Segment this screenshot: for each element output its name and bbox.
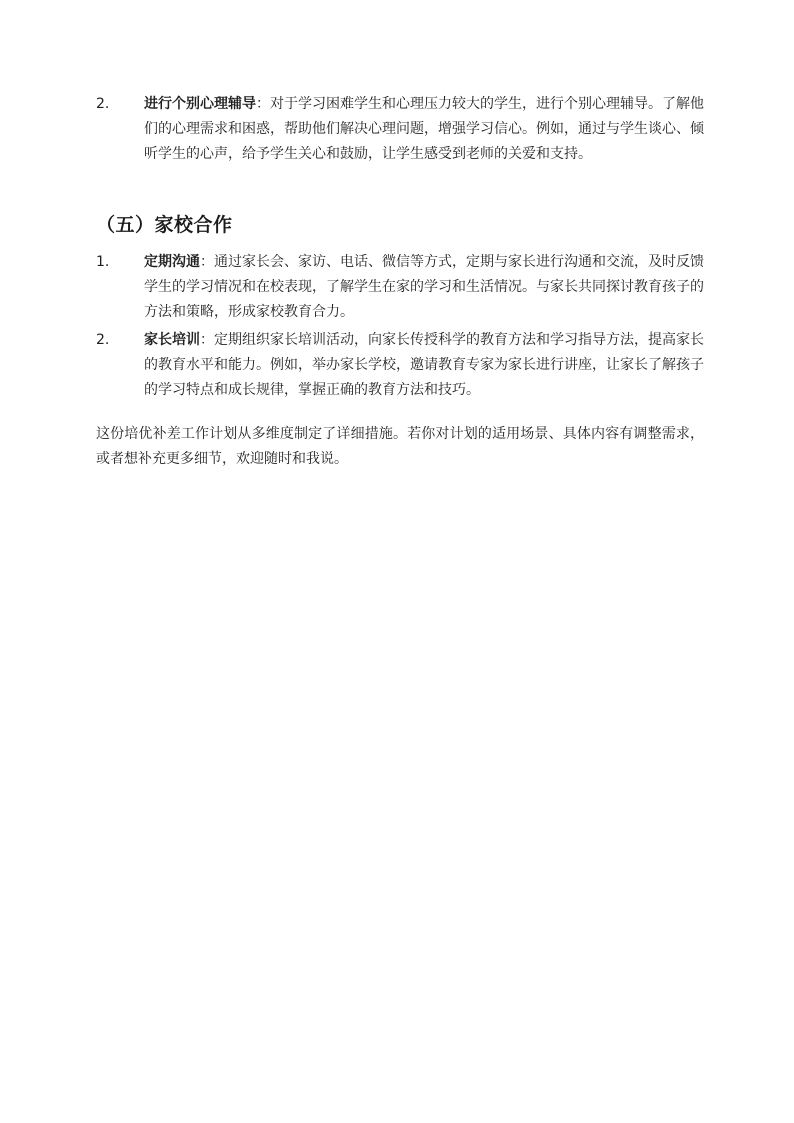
- list-item-separator: ：: [256, 96, 270, 112]
- list-item-regular-communication: [96, 250, 706, 325]
- list-item-parent-training: [96, 328, 706, 403]
- list-item-term: 定期沟通: [144, 254, 200, 270]
- list-item-separator: ：: [200, 332, 214, 348]
- list-item-text: 对于学习困难学生和心理压力较大的学生，进行个别心理辅导。了解他们的心理需求和困惑，帮助他们解决心理问题，增强学习信心。例如，通过与学生谈心、倾听学生的心声，给予学生关心和鼓励，让学生感受到老师的关爱和支持。: [144, 96, 704, 162]
- closing-paragraph: 这份培优补差工作计划从多维度制定了详细措施。若你对计划的适用场景、具体内容有调整需求，或者想补充更多细节，欢迎随时和我说。: [96, 426, 704, 467]
- list-item-body: [144, 92, 704, 167]
- list-item-body: [144, 250, 704, 325]
- list-item-number: 2.: [96, 96, 110, 112]
- list-item-term: 进行个别心理辅导: [144, 96, 256, 112]
- list-item-text: 通过家长会、家访、电话、微信等方式，定期与家长进行沟通和交流，及时反馈学生的学习情况和在校表现，了解学生在家的学习和生活情况。与家长共同探讨教育孩子的方法和策略，形成家校教育合力。: [144, 254, 704, 320]
- list-item-body: [144, 328, 704, 403]
- list-item-number: 2.: [96, 332, 110, 348]
- section-heading: （五）家校合作: [96, 214, 233, 236]
- list-item-number: 1.: [96, 254, 110, 270]
- list-item-separator: ：: [200, 254, 214, 270]
- list-item-term: 家长培训: [144, 332, 200, 348]
- list-item-text: 定期组织家长培训活动，向家长传授科学的教育方法和学习指导方法，提高家长的教育水平和能力。例如，举办家长学校，邀请教育专家为家长进行讲座，让家长了解孩子的学习特点和成长规律，掌握正确的教育方法和技巧。: [144, 332, 704, 398]
- list-item-psychological-counseling: [96, 92, 706, 167]
